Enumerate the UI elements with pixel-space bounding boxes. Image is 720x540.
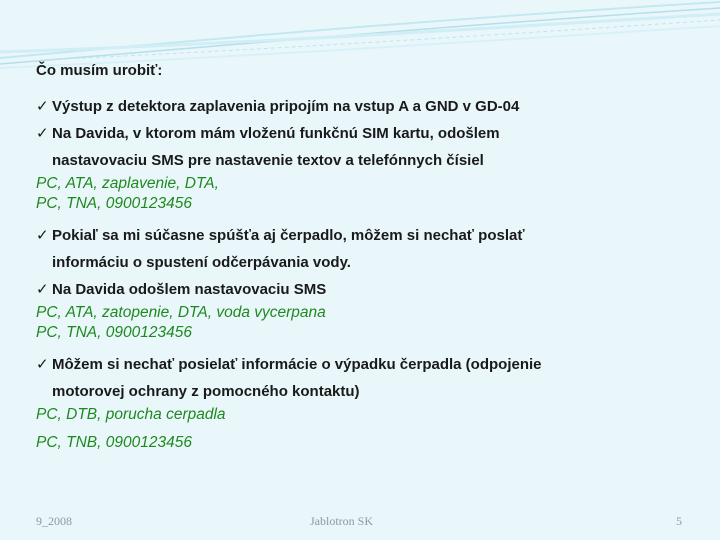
footer-page-number: 5 <box>676 514 682 528</box>
checklist-item <box>36 222 696 276</box>
sms-command <box>36 405 696 425</box>
checklist-item <box>36 276 696 303</box>
sms-command-line: PC, TNA, 0900123456 <box>36 195 192 212</box>
sms-command <box>36 303 696 343</box>
slide-content <box>36 62 696 461</box>
checklist-item <box>36 93 696 120</box>
checklist-item-line: Pokiaľ sa mi súčasne spúšťa aj čerpadlo, môžem si nechať poslať <box>52 227 525 244</box>
checkmark-icon: ✓ <box>36 281 49 298</box>
checkmark-icon: ✓ <box>36 98 49 115</box>
checkmark-icon: ✓ <box>36 227 49 244</box>
checkmark-icon: ✓ <box>36 125 49 142</box>
sms-command-line: PC, TNA, 0900123456 <box>36 324 192 341</box>
footer-date: 9_2008 <box>36 514 72 528</box>
instruction-list <box>36 93 696 453</box>
sms-command-line: PC, ATA, zatopenie, DTA, voda vycerpana <box>36 304 326 321</box>
slide-heading: Čo musím urobiť: <box>36 62 163 79</box>
checklist-item-line: Na Davida, v ktorom mám vloženú funkčnú SIM kartu, odošlem <box>52 125 500 142</box>
checklist-item-line: Môžem si nechať posielať informácie o výpadku čerpadla (odpojenie <box>52 356 542 373</box>
footer-company: Jablotron SK <box>310 514 373 528</box>
checklist-item-line: informáciu o spustení odčerpávania vody. <box>52 254 351 271</box>
sms-command-line: PC, TNB, 0900123456 <box>36 434 192 451</box>
checklist-item <box>36 351 696 405</box>
checkmark-icon: ✓ <box>36 356 49 373</box>
checklist-item-line: nastavovaciu SMS pre nastavenie textov a telefónnych čísiel <box>52 152 484 169</box>
checklist-item-line: Na Davida odošlem nastavovaciu SMS <box>52 281 327 298</box>
sms-command <box>36 433 696 453</box>
sms-command-line: PC, ATA, zaplavenie, DTA, <box>36 175 219 192</box>
sms-command <box>36 174 696 214</box>
checklist-item <box>36 120 696 174</box>
checklist-item-line: motorovej ochrany z pomocného kontaktu) <box>52 383 360 400</box>
checklist-item-line: Výstup z detektora zaplavenia pripojím na vstup A a GND v GD-04 <box>52 98 520 115</box>
sms-command-line: PC, DTB, porucha cerpadla <box>36 406 226 423</box>
